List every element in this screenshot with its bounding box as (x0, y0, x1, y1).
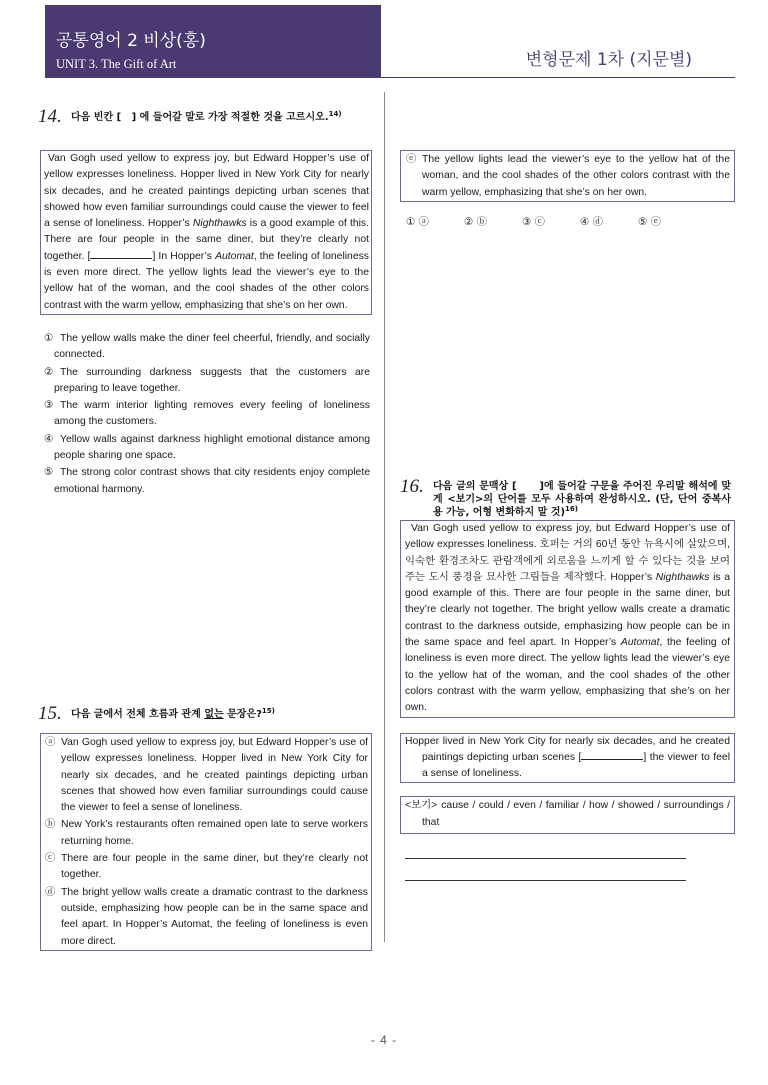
question-14 (38, 106, 373, 498)
question-header (400, 476, 735, 519)
answer-choices (406, 214, 696, 230)
option-text: The strong color contrast shows that city residents enjoy complete emotional harmony. (54, 467, 370, 495)
answer-choice: ④ ⓓ (580, 216, 604, 228)
answer-choice: ② ⓑ (464, 216, 488, 228)
sentence-item (406, 151, 730, 201)
question-header (38, 106, 373, 128)
passage-box (40, 150, 372, 315)
question-prompt (71, 703, 373, 721)
option-text: The warm interior lighting removes every feeling of loneliness among the customers. (54, 400, 370, 428)
passage-text: , the feeling of loneliness is even more direct. The yellow lights lead the viewer’s eye to the yellow hat of the woman, and the cool shades of the other colors contrast with the warm yellow, emphasizing that she’s on her own. (44, 250, 370, 311)
sentence-label: ⓑ (45, 818, 56, 831)
option-number: ⑤ (44, 466, 54, 479)
passage-paragraph (405, 521, 730, 717)
passage-text: is a good example of this. There are four people in the same diner, but they’re clearly not together. The bright yellow walls create a dramatic contrast to the darkness outside, emphasizing how people can be in the same space and feel apart. In Hopper’s (405, 571, 731, 649)
sentence-text: There are four people in the same diner, but they’re clearly not together. (61, 853, 368, 881)
passage-text: Van Gogh used yellow to express joy, but Edward Hopper’s use of yellow expresses loneliness. 호퍼는 거의 60년 동안 뉴욕시에 살았으며, 익숙한 환경조차도 관람객에게 외로움을 느끼게 할 수 있다는 것을 보여 주는 도시 풍경을 묘사한 그림들을 제작했다. Hopper’s (405, 523, 730, 583)
artwork-title: Automat (215, 250, 254, 262)
sentence-label: ⓐ (45, 736, 56, 748)
sentence-label: ⓓ (45, 885, 56, 898)
passage-text: In Hopper’s (155, 250, 216, 262)
answer-option (44, 364, 370, 398)
prompt-text: 다음 글에서 전체 흐름과 관계 (71, 709, 205, 720)
sentence-label: ⓔ (406, 153, 417, 165)
sentence-text: the viewer to feel a sense of loneliness. (422, 751, 731, 780)
blank-line (90, 249, 152, 259)
prompt-text: 다음 빈칸 [ ] 에 들어갈 말로 가장 적절한 것을 고르시오. (71, 112, 329, 123)
option-number: ④ (44, 432, 54, 445)
blank-bracket: [ (87, 250, 91, 262)
sentence-box (40, 733, 372, 951)
answer-option (44, 330, 370, 364)
sentence-item (45, 734, 368, 816)
question-number: 16. (400, 476, 424, 497)
blank (579, 752, 647, 763)
target-sentence-box (400, 733, 735, 784)
answer-line (405, 880, 686, 881)
word-bank-label: <보기> (405, 800, 438, 812)
question-number: 15. (38, 703, 62, 724)
word-bank-words: cause / could / even / familiar / how / showed / surroundings / that (422, 800, 730, 828)
option-text: The yellow walls make the diner feel cheerful, friendly, and socially connected. (54, 332, 370, 361)
passage-text: is a good example of this. There are four people in the same diner, but they’re clearly not together. (44, 218, 370, 262)
artwork-title: Nighthawks (192, 218, 247, 230)
target-sentence (405, 734, 730, 783)
option-number: ③ (44, 399, 54, 412)
question-prompt (433, 476, 735, 519)
artwork-title: Nighthawks (655, 571, 710, 583)
blank (88, 251, 156, 262)
passage-box (400, 520, 735, 718)
unit-title: UNIT 3. The Gift of Art (56, 57, 177, 71)
answer-line (405, 858, 686, 859)
word-bank-box (400, 796, 735, 834)
answer-option (44, 464, 370, 498)
sentence-text: Van Gogh used yellow to express joy, but Edward Hopper’s use of yellow expresses loneliness. Hopper lived in New York City for nearly six decades, and he created paintings depicting urban scenes that showed how even familiar surroundings could cause the viewer to feel a sense of loneliness. (61, 737, 368, 814)
question-header (38, 703, 373, 725)
prompt-text: 다음 글의 문맥상 [ ]에 들어갈 구문을 주어진 우리말 해석에 맞게 <보기>의 단어를 모두 사용하여 완성하시오. (단, 단어 중복사용 가능, 어형 변화하지 말 것) (433, 481, 731, 518)
option-text: Yellow walls against darkness highlight emotional distance among people sharing one space. (54, 433, 370, 462)
question-15 (38, 703, 373, 951)
answer-choice: ① ⓐ (406, 216, 430, 228)
answer-choice: ③ ⓒ (522, 216, 546, 228)
passage-paragraph (44, 151, 369, 314)
sentence-item (45, 884, 368, 950)
passage-text: , the feeling of loneliness is even more direct. The yellow lights lead the viewer’s eye to the yellow hat of the woman, and the cool shades of the other colors contrast with the warm yellow, emphasizing that she’s on her own. (405, 637, 731, 714)
sentence-box-continued (400, 150, 735, 202)
sentence-text: The bright yellow walls create a dramatic contrast to the darkness outside, emphasizing how people can be in the same space and feel apart. In Hopper’s Automat, the feeling of loneliness is even more direct. (61, 886, 368, 947)
worksheet-title: 변형문제 1차 (지문별) (525, 50, 692, 70)
sentence-text: The yellow lights lead the viewer’s eye to the yellow hat of the woman, and the cool shades of the other colors contrast with the warm yellow, emphasizing that she’s on her own. (422, 154, 730, 198)
answer-options (44, 330, 370, 498)
question-prompt (71, 106, 373, 124)
sentence-text: New York’s restaurants often remained open late to serve workers returning home. (61, 819, 368, 847)
answer-option (44, 431, 370, 465)
footnote-marker: 16) (565, 505, 578, 513)
footnote-marker: 14) (328, 110, 342, 118)
question-number: 14. (38, 106, 62, 127)
blank-bracket: ] (152, 250, 156, 262)
answer-choice: ⑤ ⓔ (638, 216, 662, 228)
textbook-title: 공통영어 2 비상(홍) (56, 31, 206, 51)
sentence-text: Hopper lived in New York City for nearly six decades, and he created paintings depicting urban scenes (405, 735, 730, 763)
answer-option (44, 397, 370, 431)
blank-bracket: ] (643, 751, 647, 763)
passage-text: Van Gogh used yellow to express joy, but Edward Hopper’s use of yellow expresses loneliness. Hopper lived in New York City for nearly six decades, and he created paintings depicting urban scenes that showed how even familiar surroundings could cause the viewer to feel a sense of loneliness. Hopper’s (44, 153, 369, 230)
artwork-title: Automat (620, 637, 660, 649)
sentence-item (45, 850, 368, 884)
footnote-marker: 15) (261, 707, 275, 715)
word-bank (405, 798, 730, 831)
blank-line (581, 750, 643, 760)
sentence-label: ⓒ (45, 852, 56, 865)
question-16 (400, 476, 735, 881)
header-rule (45, 77, 735, 78)
header-banner (45, 5, 381, 77)
prompt-text: 문장은? (223, 709, 262, 720)
column-divider (384, 92, 385, 942)
page-number: - 4 - (370, 1033, 398, 1047)
option-text: The surrounding darkness suggests that the customers are preparing to leave together. (54, 366, 370, 394)
option-number: ① (44, 331, 54, 344)
sentence-item (45, 816, 368, 850)
prompt-emphasis: 없는 (204, 709, 224, 720)
option-number: ② (44, 365, 54, 378)
blank-bracket: [ (578, 751, 582, 763)
